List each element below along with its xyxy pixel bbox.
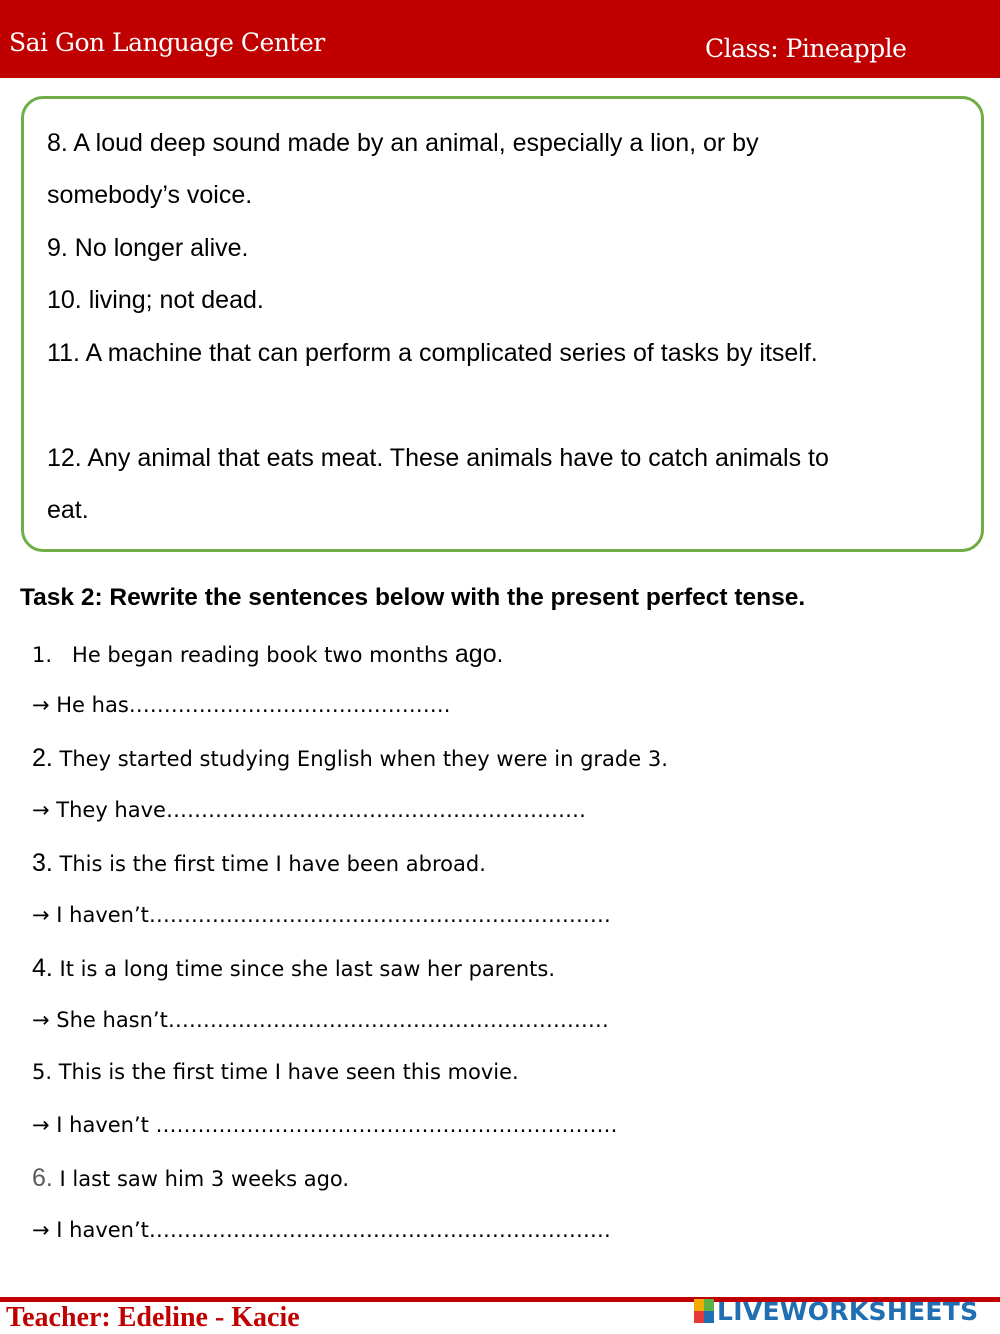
answer-line-2[interactable]: → They have…………………………………………………… (32, 798, 586, 822)
class-label: Class: Pineapple (705, 34, 907, 63)
definition-line: eat. (47, 496, 89, 524)
definition-line: 11. A machine that can perform a complicated series of tasks by itself. (47, 339, 818, 367)
question-2 (32, 744, 668, 773)
question-number: 4. (32, 954, 53, 982)
question-text: He began reading book two months (72, 643, 455, 667)
header-bar (0, 0, 1000, 78)
question-number: 3. (32, 849, 53, 877)
definition-line: 9. No longer alive. (47, 234, 249, 262)
question-text: This is the first time I have seen this movie. (58, 1060, 519, 1084)
task-title: Task 2: Rewrite the sentences below with the present perfect tense. (20, 584, 806, 611)
definitions-box (21, 96, 984, 552)
question-text-end: . (496, 643, 504, 667)
teacher-name: Teacher: Edeline - Kacie (6, 1302, 300, 1333)
liveworksheets-logo-icon (694, 1299, 714, 1323)
answer-line-6[interactable]: → I haven’t………………………………………………………… (32, 1218, 611, 1242)
answer-line-4[interactable]: → She hasn’t……………………………………………………… (32, 1008, 609, 1032)
question-text: They started studying English when they were in grade 3. (59, 747, 668, 771)
question-text: It is a long time since she last saw her parents. (59, 957, 556, 981)
definition-line: 10. living; not dead. (47, 286, 264, 314)
definition-line: somebody’s voice. (47, 181, 253, 209)
question-1 (32, 640, 503, 669)
question-number: 6. (32, 1164, 53, 1192)
question-3 (32, 849, 486, 878)
question-text: I last saw him 3 weeks ago. (59, 1167, 350, 1191)
answer-line-3[interactable]: → I haven’t………………………………………………………… (32, 903, 611, 927)
question-6 (32, 1164, 349, 1193)
definition-line: 8. A loud deep sound made by an animal, especially a lion, or by (47, 129, 759, 157)
definition-line: 12. Any animal that eats meat. These animals have to catch animals to (47, 444, 829, 472)
question-number: 2. (32, 744, 53, 772)
question-number: 1. (32, 643, 53, 667)
question-5 (32, 1060, 519, 1084)
question-text: This is the first time I have been abroad. (59, 852, 486, 876)
center-name: Sai Gon Language Center (9, 28, 325, 57)
question-4 (32, 954, 555, 983)
answer-line-1[interactable]: → He has………………………………………. (32, 693, 451, 717)
liveworksheets-wordmark: LIVEWORKSHEETS (717, 1296, 979, 1326)
answer-line-5[interactable]: → I haven’t ………………………………………………………… (32, 1113, 618, 1137)
liveworksheets-brand[interactable] (694, 1296, 978, 1326)
question-text-tail: ago (454, 640, 497, 668)
question-number: 5. (32, 1060, 53, 1084)
